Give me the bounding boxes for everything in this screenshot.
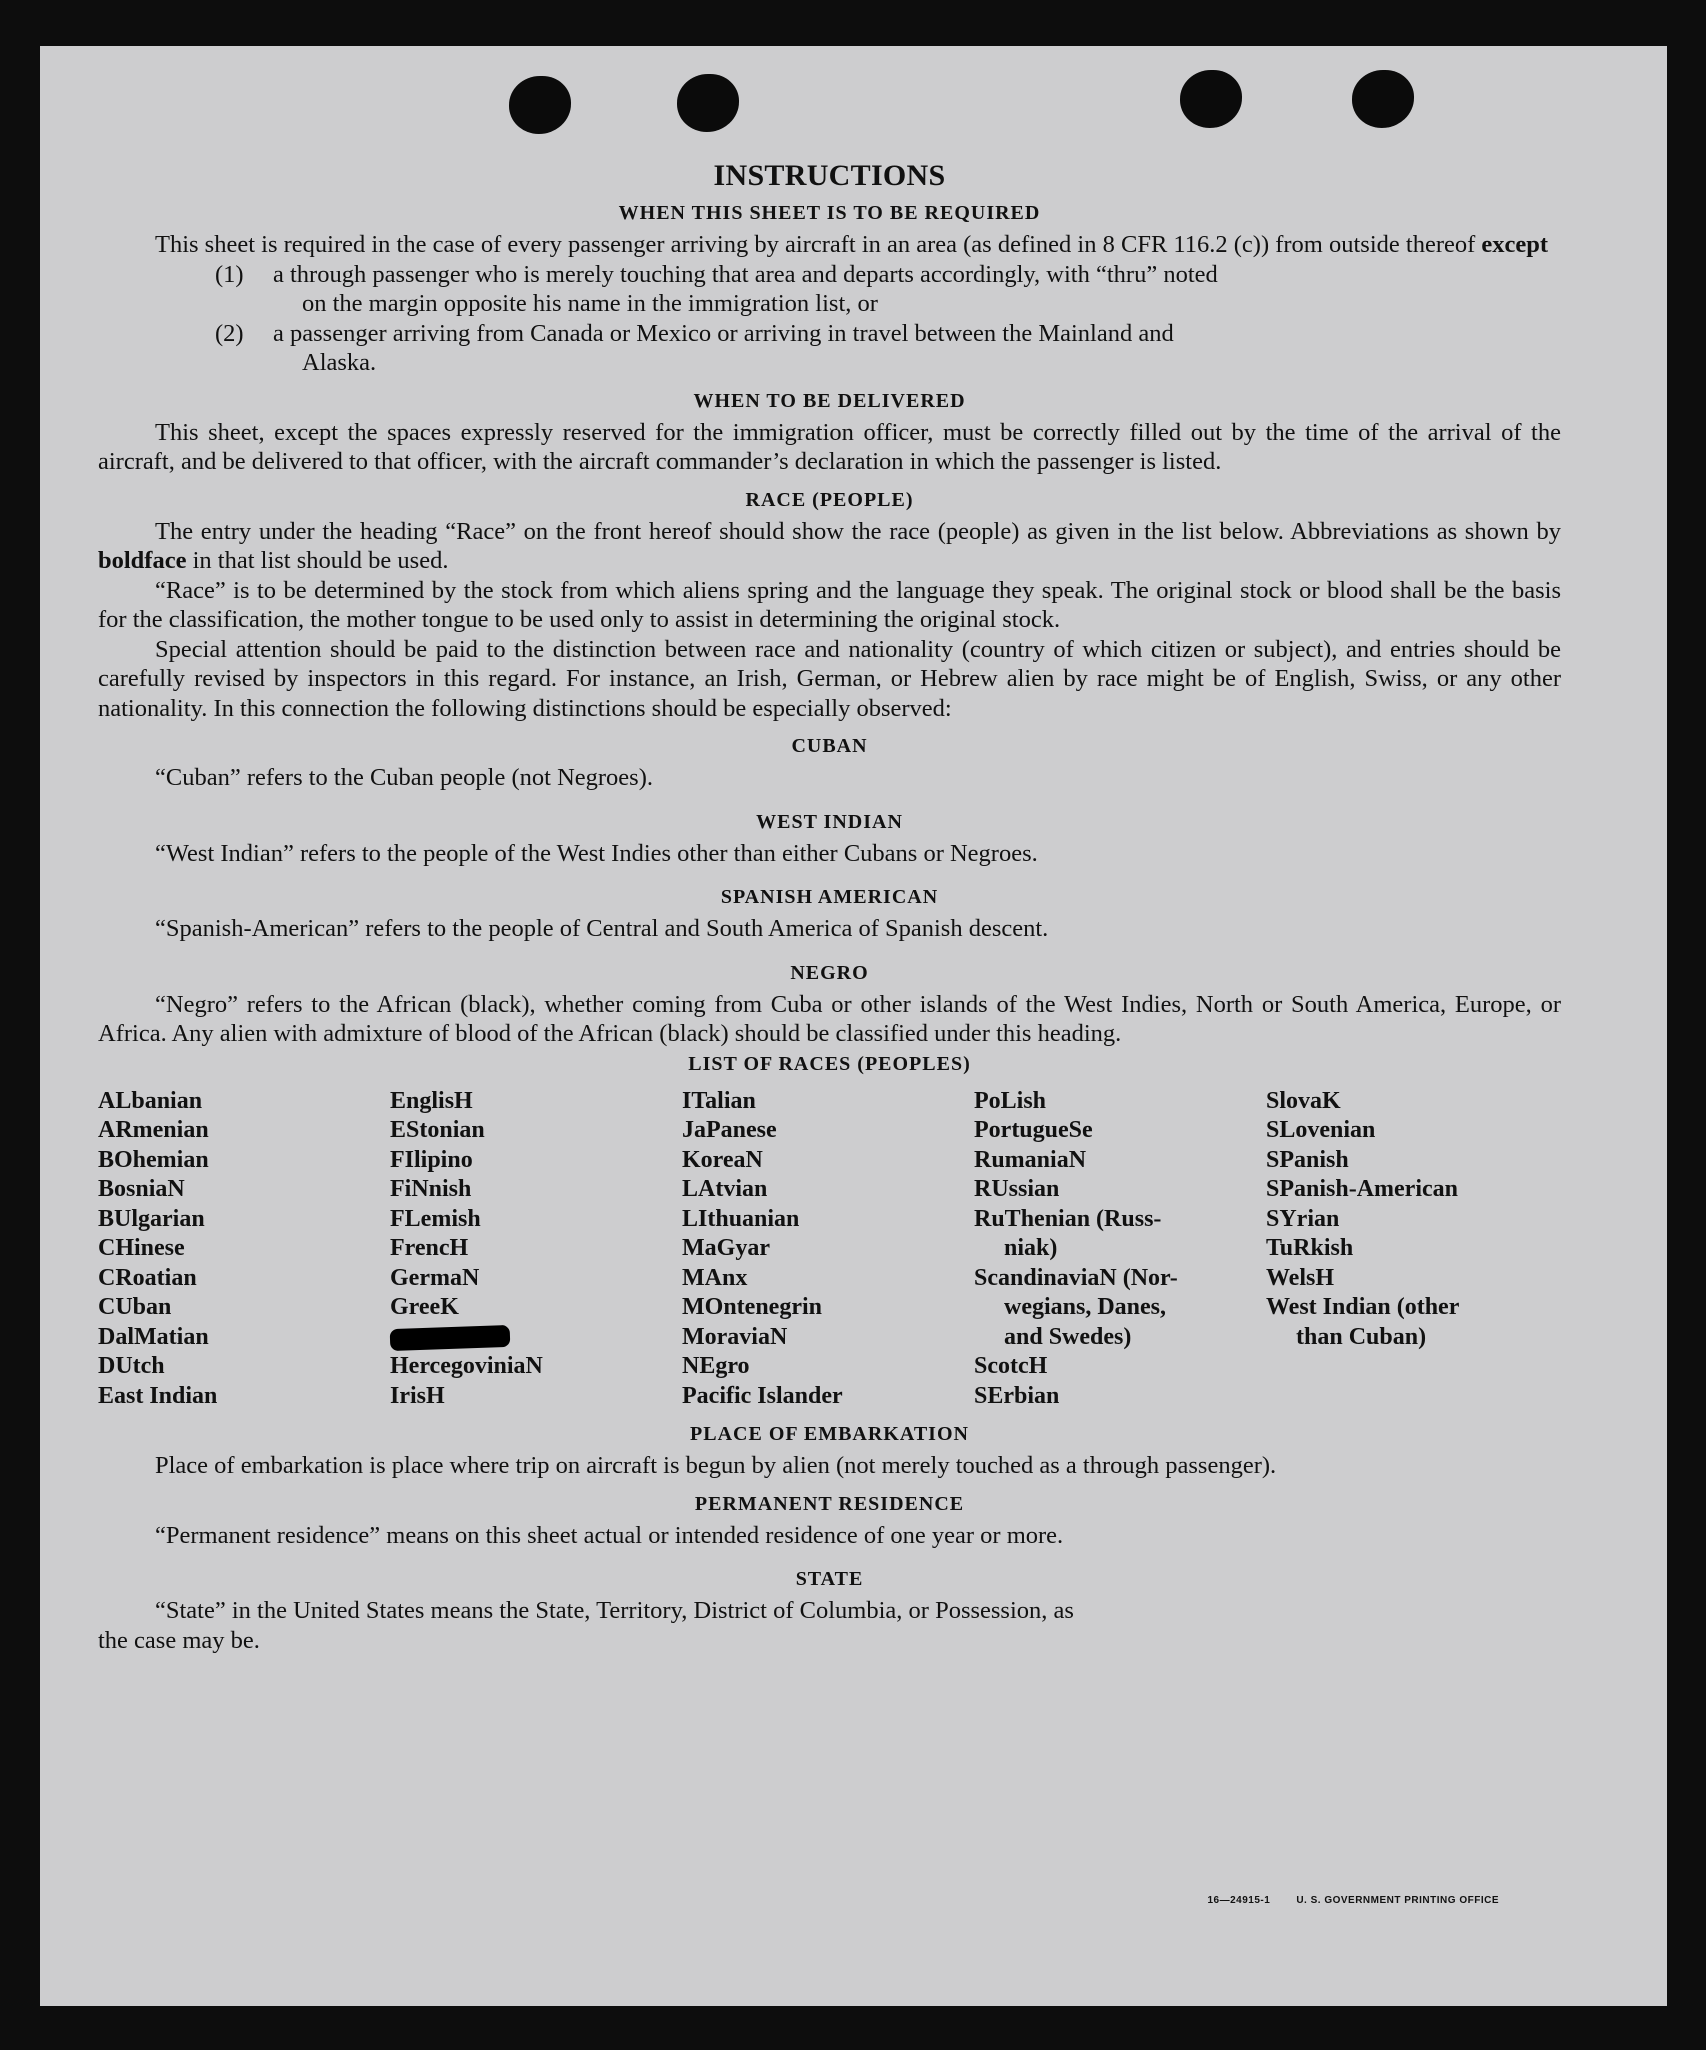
race-entry: FrencH (390, 1235, 469, 1261)
race-entry: MOntenegrin (682, 1294, 822, 1320)
race-entry: CUban (98, 1294, 172, 1320)
section-heading: WEST INDIAN (756, 810, 903, 833)
embarkation-text: Place of embarkation is place where trip on aircraft is begun by alien (not merely touched as a through passenger). (155, 1452, 1277, 1479)
negro-text: “Negro” refers to the African (black), whether coming from Cuba or other islands of the West Indies, North or South America, Europe, or Africa. Any alien with admixture of blood of the African (black) should be classified under this heading. (98, 990, 1561, 1047)
race-entry: SPanish-American (1266, 1176, 1458, 1202)
cuban-text: “Cuban” refers to the Cuban people (not Negroes). (155, 764, 653, 791)
race-entry: ScotcH (974, 1353, 1048, 1379)
race-entry: niak) (1004, 1235, 1058, 1261)
section-heading: LIST OF RACES (PEOPLES) (688, 1052, 971, 1075)
race-entry: RUssian (974, 1176, 1060, 1202)
race-entry: FIlipino (390, 1146, 473, 1173)
race-entry: RumaniaN (974, 1146, 1087, 1173)
exception-item: (1) a through passenger who is merely touching that area and departs accordingly, with “thru” noted on the margin opposite his name in the immigration list, or (215, 260, 1218, 317)
race-entry: GermaN (390, 1264, 480, 1291)
punch-hole (509, 76, 571, 134)
punch-hole (1180, 70, 1242, 128)
race-column (974, 1087, 1266, 1412)
race-entry: SErbian (974, 1382, 1060, 1409)
race-entry: PortugueSe (974, 1117, 1093, 1143)
punch-hole (677, 74, 739, 132)
section-heading: WHEN TO BE DELIVERED (693, 389, 966, 412)
race-entry: GreeK (390, 1294, 459, 1320)
race-entry: SPanish (1266, 1146, 1349, 1173)
race-entry: JaPanese (682, 1117, 777, 1143)
race-entry: West Indian (other (1266, 1294, 1460, 1320)
section-heading: PERMANENT RESIDENCE (694, 1492, 965, 1515)
race-entry: ScandinaviaN (Nor- (974, 1264, 1178, 1291)
race-entry: East Indian (98, 1382, 218, 1409)
redaction-mark (390, 1325, 511, 1351)
spanish-american-text: “Spanish-American” refers to the people of Central and South America of Spanish descent. (155, 915, 1049, 942)
race-column (390, 1087, 682, 1412)
race-paragraph: Special attention should be paid to the distinction between race and nationality (country of which citizen or subject), and entries should be carefully revised by inspectors in this regard. For instance, an Irish, German, or Hebrew alien by race might be of English, Swiss, or any other nationality. In this connection the following distinctions should be especially observed: (98, 635, 1561, 722)
race-entry: HercegoviniaN (390, 1353, 543, 1379)
required-intro: This sheet is required in the case of every passenger arriving by aircraft in an area (as defined in 8 CFR 116.2 (c)) from outside thereof except (155, 231, 1549, 258)
race-column (682, 1087, 974, 1412)
race-entry: RuThenian (Russ- (974, 1205, 1162, 1232)
race-entry: ITalian (682, 1087, 756, 1114)
race-entry: wegians, Danes, (1004, 1294, 1167, 1320)
page-title: INSTRUCTIONS (713, 159, 946, 192)
race-entry: CRoatian (98, 1264, 197, 1291)
race-entry: IrisH (390, 1382, 445, 1409)
residence-text: “Permanent residence” means on this sheet actual or intended residence of one year or more. (155, 1521, 1064, 1549)
race-entry: MAnx (682, 1264, 748, 1291)
delivered-text: This sheet, except the spaces expressly reserved for the immigration officer, must be correctly filled out by the time of the arrival of the aircraft, and be delivered to that officer, with the aircraft commander’s declaration in which the passenger is listed. (98, 418, 1561, 475)
instructions-content (98, 158, 1561, 1655)
race-entry: DUtch (98, 1353, 165, 1379)
race-entry: FiNnish (390, 1176, 472, 1202)
west-indian-text: “West Indian” refers to the people of the West Indies other than either Cubans or Negroes. (155, 839, 1038, 867)
race-entry: FLemish (390, 1205, 481, 1232)
race-entry: and Swedes) (1004, 1323, 1132, 1350)
section-heading: SPANISH AMERICAN (720, 886, 939, 908)
print-code (1181, 1895, 1499, 1906)
race-entry: BOhemian (98, 1146, 209, 1173)
race-entry: CHinese (98, 1235, 185, 1261)
race-entry: LIthuanian (682, 1205, 800, 1232)
race-entry: KoreaN (682, 1146, 763, 1173)
race-entry: SLovenian (1266, 1117, 1376, 1143)
race-entry: WelsH (1266, 1264, 1335, 1291)
race-entry: than Cuban) (1296, 1323, 1427, 1350)
race-entry: BosniaN (98, 1176, 185, 1202)
race-column (1266, 1087, 1558, 1412)
section-heading: CUBAN (791, 735, 868, 757)
race-entry: BUlgarian (98, 1205, 205, 1232)
section-heading: NEGRO (790, 961, 869, 984)
section-heading: RACE (PEOPLE) (745, 488, 914, 511)
race-entry: LAtvian (682, 1176, 768, 1202)
exception-item: (2) a passenger arriving from Canada or Mexico or arriving in travel between the Mainland and Alaska. (215, 319, 1174, 376)
section-heading: PLACE OF EMBARKATION (690, 1423, 969, 1445)
race-entry: PoLish (974, 1087, 1047, 1114)
race-entry: NEgro (682, 1353, 750, 1379)
race-entry: MaGyar (682, 1235, 770, 1261)
section-heading: WHEN THIS SHEET IS TO BE REQUIRED (618, 202, 1041, 224)
printer-credit: U. S. GOVERNMENT PRINTING OFFICE (1296, 1895, 1499, 1906)
race-entry (390, 1323, 682, 1353)
state-text: “State” in the United States means the State, Territory, District of Columbia, or Possession, as the case may be. (98, 1597, 1074, 1654)
punch-hole (1352, 70, 1414, 128)
race-list (98, 1087, 1561, 1412)
form-code: 16—24915-1 (1207, 1895, 1271, 1906)
race-entry: SlovaK (1266, 1087, 1341, 1114)
document-sheet (40, 46, 1667, 2006)
race-entry: SYrian (1266, 1205, 1340, 1232)
race-entry: Pacific Islander (682, 1382, 843, 1409)
race-entry: MoraviaN (682, 1323, 788, 1350)
race-entry: EnglisH (390, 1087, 473, 1114)
race-paragraph: The entry under the heading “Race” on the front hereof should show the race (people) as given in the list below. Abbreviations as shown by boldface in that list should be used. (98, 517, 1561, 574)
race-entry: EStonian (390, 1117, 485, 1143)
race-paragraph: “Race” is to be determined by the stock from which aliens spring and the language they speak. The original stock or blood shall be the basis for the classification, the mother tongue to be used only to assist in determining the original stock. (98, 576, 1561, 633)
race-entry: DalMatian (98, 1323, 209, 1350)
race-entry: ALbanian (98, 1087, 203, 1114)
race-column (98, 1087, 390, 1412)
race-entry: TuRkish (1266, 1235, 1354, 1261)
section-heading: STATE (795, 1568, 864, 1590)
race-entry: ARmenian (98, 1117, 209, 1143)
